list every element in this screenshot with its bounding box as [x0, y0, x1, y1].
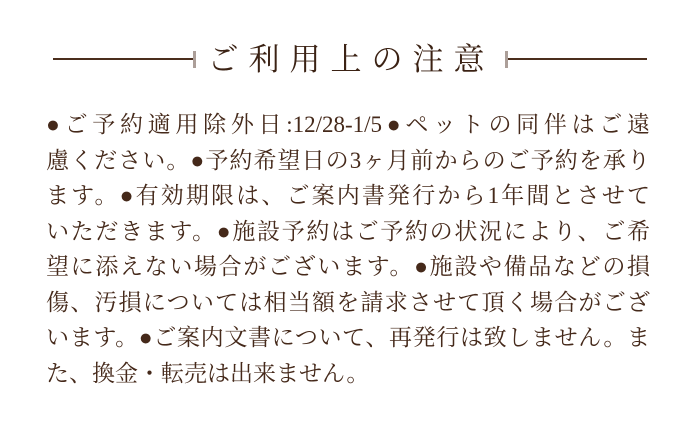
notice-line: 慮ください。●予約希望日の3ヶ月前からのご予約を承り [46, 147, 650, 173]
notice-line: います。●ご案内文書について、再発行は致しません。ま [46, 325, 650, 350]
notice-line: ます。●有効期限は、ご案内書発行から1年間とさせて [46, 183, 650, 208]
title-rule-left [53, 58, 193, 60]
notice-line: ●ご予約適用除外日:12/28-1/5●ペットの同伴はご遠 [46, 112, 650, 137]
title-tick-left [193, 51, 196, 68]
notice-line: た、換金・転売は出来ません。 [46, 360, 370, 386]
title-row [53, 28, 647, 90]
title-rule-right [508, 58, 648, 60]
notice-text-block [46, 107, 650, 391]
page-title: ご利用上の注意 [207, 41, 495, 77]
notice-line: 望に添えない場合がございます。●施設や備品などの損 [46, 254, 650, 279]
notice-line: いただきます。●施設予約はご予約の状況により、ご希 [46, 218, 650, 244]
notice-line: 傷、汚損については相当額を請求させて頂く場合がござ [46, 289, 650, 315]
